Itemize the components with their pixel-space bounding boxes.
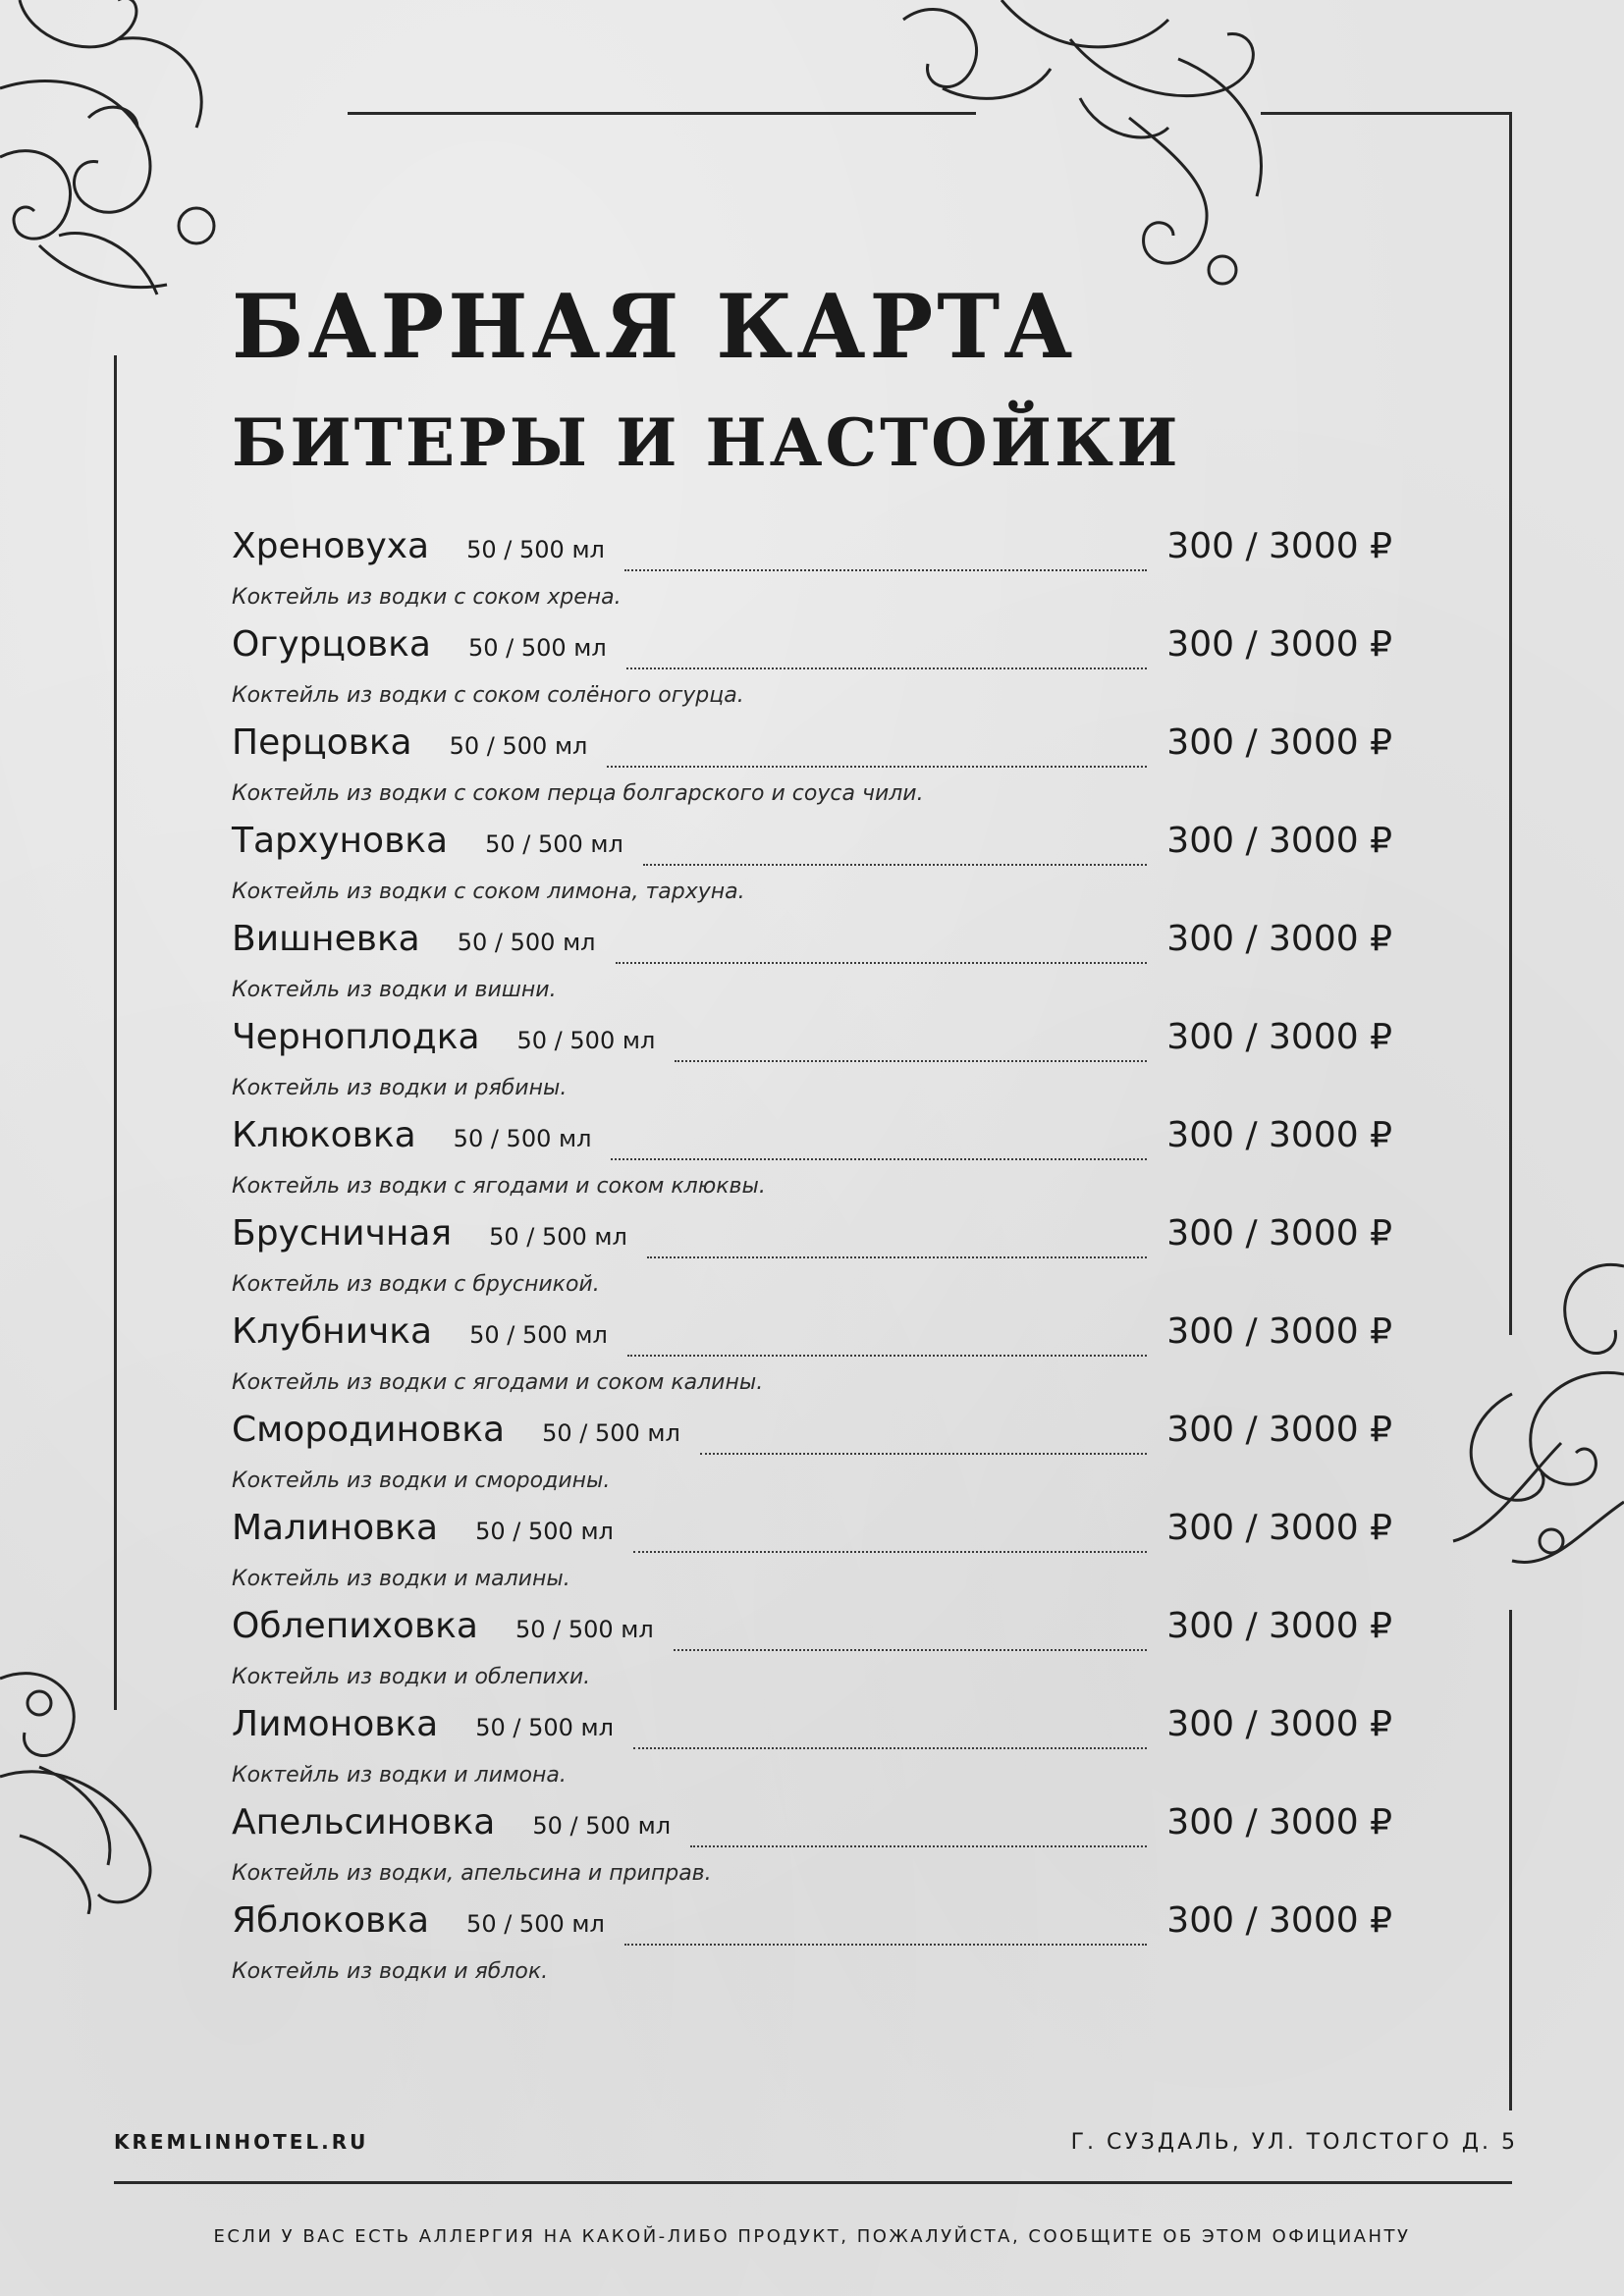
item-volume: 50 / 500 мл: [489, 1223, 627, 1251]
menu-item: [232, 1213, 1392, 1311]
item-volume: 50 / 500 мл: [542, 1419, 680, 1447]
leader-dots: [633, 1747, 1147, 1749]
menu-item: [232, 1802, 1392, 1900]
menu-item: [232, 1410, 1392, 1508]
item-volume: 50 / 500 мл: [475, 1714, 614, 1741]
frame-right-top-line: [1509, 112, 1512, 1335]
item-volume: 50 / 500 мл: [457, 929, 596, 956]
item-price: 300 / 3000 ₽: [1166, 1311, 1392, 1352]
leader-dots: [626, 667, 1148, 669]
item-name: Апельсиновка: [232, 1802, 496, 1842]
item-description: Коктейль из водки и рябины.: [232, 1076, 568, 1100]
allergy-note: ЕСЛИ У ВАС ЕСТЬ АЛЛЕРГИЯ НА КАКОЙ-ЛИБО ПРОДУКТ, ПОЖАЛУЙСТА, СООБЩИТЕ ОБ ЭТОМ ОФИЦИАНТУ: [213, 2226, 1411, 2247]
leader-dots: [611, 1158, 1147, 1160]
menu-item: [232, 722, 1392, 821]
item-description: Коктейль из водки и яблок.: [232, 1959, 549, 1984]
menu-item: [232, 1311, 1392, 1410]
menu-item: [232, 1115, 1392, 1213]
item-volume: 50 / 500 мл: [466, 536, 605, 563]
item-price: 300 / 3000 ₽: [1166, 624, 1392, 665]
leader-dots: [627, 1355, 1147, 1357]
frame-right-bottom-line: [1509, 1610, 1512, 2110]
item-price: 300 / 3000 ₽: [1166, 1115, 1392, 1155]
item-description: Коктейль из водки с соком лимона, тархуна.: [232, 880, 745, 904]
item-description: Коктейль из водки и смородины.: [232, 1468, 611, 1493]
menu-item: [232, 1900, 1392, 1999]
item-price: 300 / 3000 ₽: [1166, 526, 1392, 566]
leader-dots: [633, 1551, 1147, 1553]
item-volume: 50 / 500 мл: [453, 1125, 592, 1152]
item-price: 300 / 3000 ₽: [1166, 1410, 1392, 1450]
item-description: Коктейль из водки с соком хрена.: [232, 585, 622, 610]
item-description: Коктейль из водки и облепихи.: [232, 1665, 591, 1689]
item-price: 300 / 3000 ₽: [1166, 1802, 1392, 1842]
menu-list: [232, 526, 1392, 1999]
item-description: Коктейль из водки с ягодами и соком клюквы.: [232, 1174, 766, 1199]
item-name: Клубничка: [232, 1311, 433, 1352]
item-price: 300 / 3000 ₽: [1166, 1900, 1392, 1941]
item-description: Коктейль из водки, апельсина и приправ.: [232, 1861, 712, 1886]
website-link[interactable]: KREMLINHOTEL.RU: [114, 2130, 369, 2154]
item-name: Брусничная: [232, 1213, 453, 1254]
leader-dots: [624, 1944, 1147, 1946]
menu-item: [232, 1017, 1392, 1115]
item-description: Коктейль из водки с соком солёного огурца.: [232, 683, 744, 708]
address: Г. СУЗДАЛЬ, УЛ. ТОЛСТОГО Д. 5: [1070, 2130, 1518, 2155]
item-name: Хреновуха: [232, 526, 430, 566]
item-name: Малиновка: [232, 1508, 439, 1548]
menu-item: [232, 624, 1392, 722]
leader-dots: [616, 962, 1148, 964]
item-name: Смородиновка: [232, 1410, 506, 1450]
leader-dots: [624, 569, 1147, 571]
item-price: 300 / 3000 ₽: [1166, 1017, 1392, 1057]
item-name: Лимоновка: [232, 1704, 439, 1744]
menu-item: [232, 1606, 1392, 1704]
swirl-ornament-icon: [1414, 1247, 1624, 1571]
section-title: БИТЕРЫ И НАСТОЙКИ: [232, 404, 1181, 481]
page-title: БАРНАЯ КАРТА: [232, 275, 1077, 380]
menu-item: [232, 526, 1392, 624]
item-name: Яблоковка: [232, 1900, 430, 1941]
item-volume: 50 / 500 мл: [532, 1812, 672, 1840]
item-price: 300 / 3000 ₽: [1166, 919, 1392, 959]
item-name: Перцовка: [232, 722, 412, 763]
leader-dots: [700, 1453, 1147, 1455]
frame-top-left-line: [348, 112, 976, 115]
item-description: Коктейль из водки и лимона.: [232, 1763, 567, 1788]
item-name: Тархуновка: [232, 821, 449, 861]
leader-dots: [674, 1649, 1148, 1651]
item-price: 300 / 3000 ₽: [1166, 821, 1392, 861]
menu-item: [232, 821, 1392, 919]
item-volume: 50 / 500 мл: [514, 1616, 654, 1643]
item-description: Коктейль из водки с брусникой.: [232, 1272, 600, 1297]
item-name: Вишневка: [232, 919, 420, 959]
footer-divider: [114, 2181, 1512, 2184]
item-description: Коктейль из водки и вишни.: [232, 978, 557, 1002]
item-description: Коктейль из водки с ягодами и соком калины.: [232, 1370, 764, 1395]
item-price: 300 / 3000 ₽: [1166, 1704, 1392, 1744]
item-volume: 50 / 500 мл: [516, 1027, 656, 1054]
menu-item: [232, 1704, 1392, 1802]
leader-dots: [690, 1845, 1147, 1847]
item-volume: 50 / 500 мл: [467, 634, 607, 662]
frame-left-line: [114, 355, 117, 1710]
item-price: 300 / 3000 ₽: [1166, 1213, 1392, 1254]
item-description: Коктейль из водки с соком перца болгарского и соуса чили.: [232, 781, 924, 806]
item-price: 300 / 3000 ₽: [1166, 722, 1392, 763]
leader-dots: [647, 1256, 1147, 1258]
swirl-ornament-icon: [884, 0, 1316, 294]
item-price: 300 / 3000 ₽: [1166, 1508, 1392, 1548]
item-price: 300 / 3000 ₽: [1166, 1606, 1392, 1646]
swirl-ornament-icon: [0, 1659, 196, 1914]
item-name: Черноплодка: [232, 1017, 480, 1057]
item-volume: 50 / 500 мл: [469, 1321, 608, 1349]
item-name: Клюковка: [232, 1115, 416, 1155]
item-volume: 50 / 500 мл: [475, 1518, 614, 1545]
item-volume: 50 / 500 мл: [466, 1910, 605, 1938]
menu-item: [232, 919, 1392, 1017]
leader-dots: [675, 1060, 1147, 1062]
menu-item: [232, 1508, 1392, 1606]
item-name: Облепиховка: [232, 1606, 478, 1646]
item-description: Коктейль из водки и малины.: [232, 1567, 570, 1591]
item-name: Огурцовка: [232, 624, 431, 665]
item-volume: 50 / 500 мл: [485, 830, 623, 858]
leader-dots: [607, 766, 1147, 768]
swirl-ornament-icon: [0, 0, 226, 324]
leader-dots: [643, 864, 1147, 866]
item-volume: 50 / 500 мл: [449, 732, 588, 760]
